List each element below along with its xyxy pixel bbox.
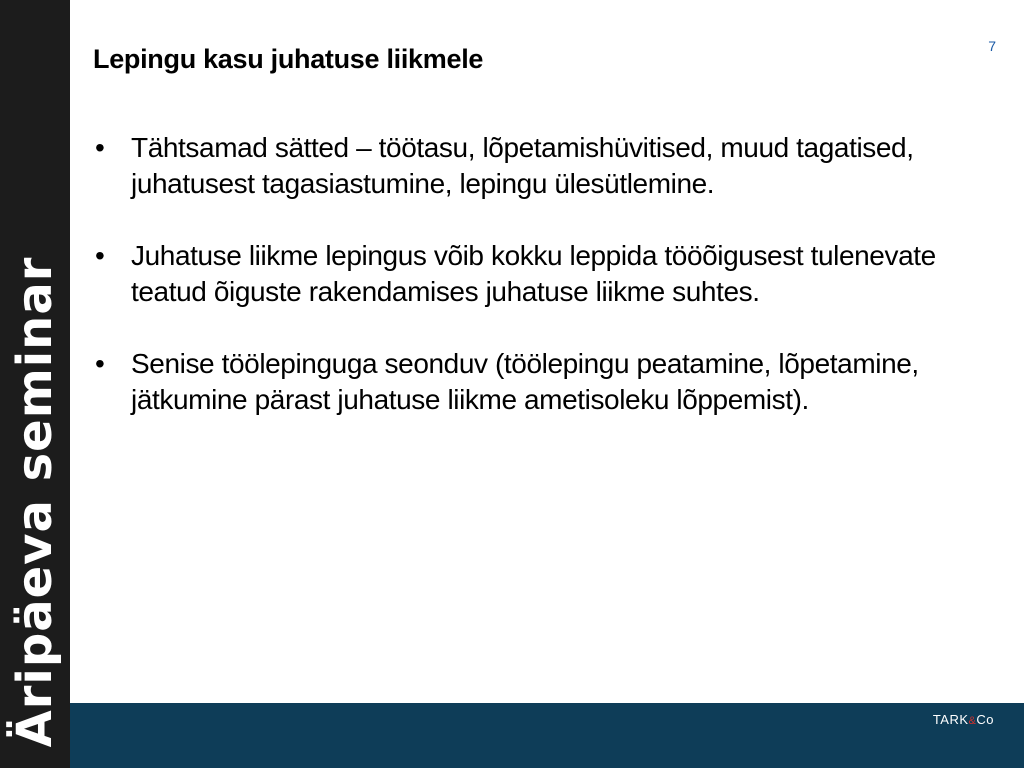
- bullet-text: Tähtsamad sätted – töötasu, lõpetamishüvitised, muud tagatised, juhatusest tagasiastumine, lepingu ülesütlemine.: [131, 132, 914, 199]
- bullet-item: [93, 130, 993, 202]
- footer-logo-right: Co: [976, 712, 994, 727]
- bullet-marker: •: [95, 348, 105, 379]
- page-number: 7: [988, 38, 996, 54]
- bullet-marker: •: [95, 132, 105, 163]
- bullet-list: [93, 130, 993, 454]
- brand-side-text: Äripäeva seminar: [7, 256, 63, 748]
- bullet-text: Juhatuse liikme lepingus võib kokku leppida tööõigusest tulenevate teatud õiguste rakendamises juhatuse liikme suhtes.: [131, 240, 936, 307]
- slide-title: Lepingu kasu juhatuse liikmele: [93, 44, 484, 74]
- brand-side-band: [0, 0, 70, 768]
- footer-logo-ampersand: &: [968, 715, 977, 727]
- bullet-item: [93, 238, 993, 310]
- bullet-marker: •: [95, 240, 105, 271]
- bullet-item: [93, 346, 993, 418]
- bullet-text: Senise töölepinguga seonduv (töölepingu peatamine, lõpetamine, jätkumine pärast juhatuse liikme ametisoleku lõppemist).: [131, 348, 919, 415]
- footer-logo: [933, 712, 994, 727]
- footer-logo-left: TARK: [932, 712, 969, 727]
- footer-bar: [70, 703, 1024, 768]
